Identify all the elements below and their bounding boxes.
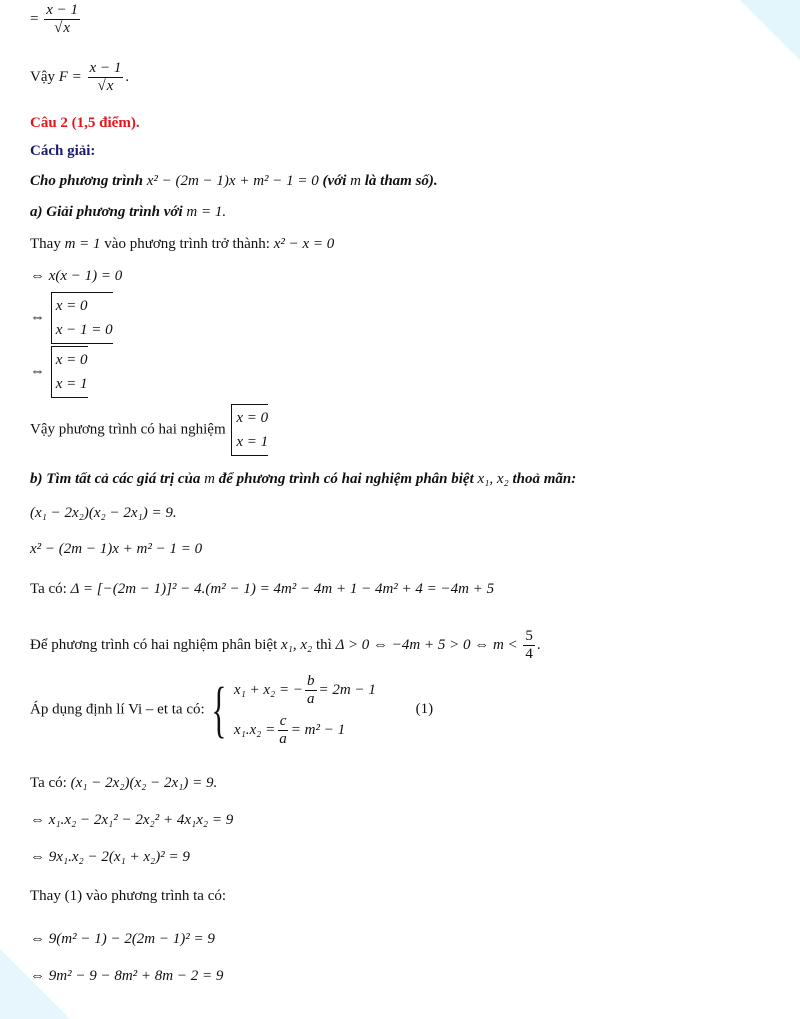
bracket-system: x = 0 x = 1 — [51, 346, 88, 398]
part-a-heading: a) Giải phương trình với m = 1. — [30, 204, 227, 220]
method-heading: Cách giải: — [30, 143, 96, 159]
fraction: $\frac{x - 1}{√x}$ — [46, 2, 78, 36]
system-1: ⇔ x = 0 x − 1 = 0 — [30, 292, 113, 344]
equation-restated: x² − (2m − 1)x + m² − 1 = 0 — [30, 541, 203, 557]
conclusion-a: Vậy phương trình có hai nghiệm x = 0 x = 1 — [30, 404, 268, 456]
bracket-system: x = 0 x = 1 — [231, 404, 268, 456]
distinct-roots-line: Để phương trình có hai nghiệm phân biệt x₁, x₂ thì Δ > 0 ⇔ −4m + 5 > 0 ⇔ m < $\frac{5}{4}$ . — [30, 628, 541, 662]
vieta-line: Áp dụng định lí Vi – et ta có: { x₁ + x₂ = − $\frac{b}{a}$ = 2m − 1 x₁.x₂ = $\frac{c}{a}$ = m² − 1 (1) — [30, 670, 433, 750]
bracket-system: x = 0 x − 1 = 0 — [51, 292, 113, 344]
corner-decoration-top-right — [740, 0, 800, 60]
equation-label: (1) — [415, 701, 434, 718]
condition-equation: (x₁ − 2x₂)(x₂ − 2x₁) = 9. — [30, 505, 177, 521]
equation-step: ⇔ x(x − 1) = 0 — [30, 268, 123, 284]
part-b-heading: b) Tìm tất cả các giá trị của m để phương trình có hai nghiệm phân biệt x₁, x₂ thoả mãn: — [30, 471, 577, 487]
vieta-system: x₁ + x₂ = − $\frac{b}{a}$ = 2m − 1 x₁.x₂ = $\frac{c}{a}$ = m² − 1 — [233, 672, 376, 747]
fraction: $\frac{x - 1}{√x}$ — [89, 60, 122, 94]
discriminant-line: Ta có: Δ = [−(2m − 1)]² − 4.(m² − 1) = 4m² − 4m + 1 − 4m² + 4 = −4m + 5 — [30, 581, 495, 597]
conclusion-f: Vậy F = $\frac{x - 1}{√x}$ . — [30, 60, 130, 94]
equation-step: ⇔ 9x₁.x₂ − 2(x₁ + x₂)² = 9 — [30, 849, 190, 865]
fraction: $\frac{c}{a}$ — [279, 712, 287, 747]
system-2: ⇔ x = 0 x = 1 — [30, 346, 88, 398]
fraction: $\frac{b}{a}$ — [307, 672, 315, 707]
brace-icon: { — [211, 676, 227, 744]
substitution-line-2: Thay (1) vào phương trình ta có: — [30, 888, 227, 904]
equation-step: ⇔ x₁.x₂ − 2x₁² − 2x₂² + 4x₁x₂ = 9 — [30, 812, 234, 828]
equation-step: ⇔ 9(m² − 1) − 2(2m − 1)² = 9 — [30, 931, 215, 947]
question-heading: Câu 2 (1,5 điểm). — [30, 115, 140, 131]
expansion-start: Ta có: (x₁ − 2x₂)(x₂ − 2x₁) = 9. — [30, 775, 218, 791]
equation-step: ⇔ 9m² − 9 − 8m² + 8m − 2 = 9 — [30, 968, 224, 984]
result-line: = $\frac{x - 1}{√x}$ — [30, 2, 78, 36]
fraction: $\frac{5}{4}$ — [525, 628, 533, 662]
problem-statement: Cho phương trình x² − (2m − 1)x + m² − 1 = 0 (với m là tham số). — [30, 173, 438, 189]
substitution-line: Thay m = 1 vào phương trình trở thành: x² − x = 0 — [30, 236, 335, 252]
